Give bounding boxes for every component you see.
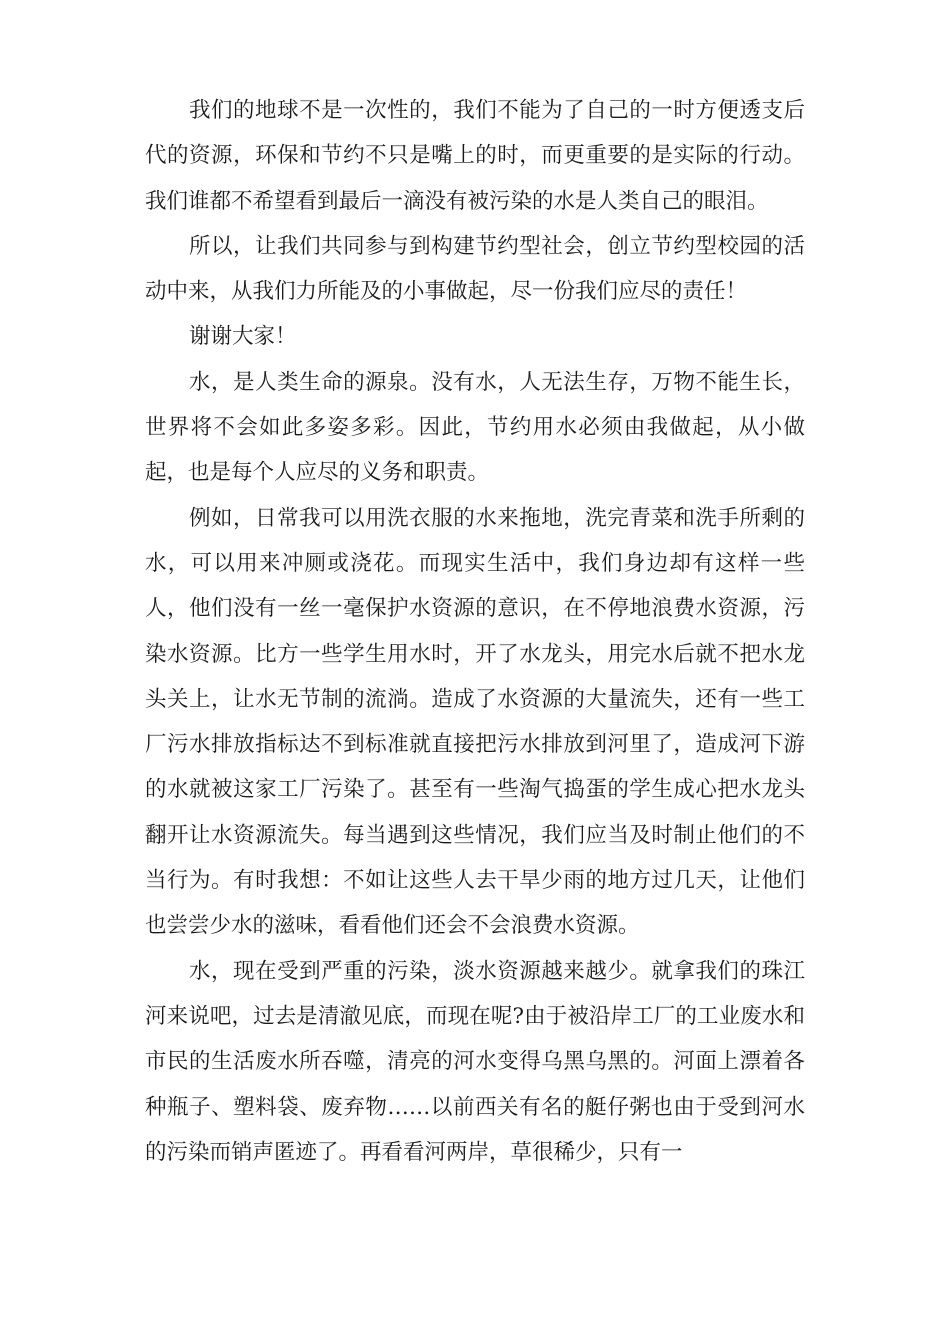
paragraph-call-to-action: 所以，让我们共同参与到构建节约型社会，创立节约型校园的活动中来，从我们力所能及的小事做起，尽一份我们应尽的责任！ — [145, 233, 805, 305]
paragraph-water-waste-examples: 例如，日常我可以用洗衣服的水来拖地，洗完青菜和洗手所剩的水，可以用来冲厕或浇花。而现实生活中，我们身边却有这样一些人，他们没有一丝一毫保护水资源的意识，在不停地浪费水资源，污染水资源。比方一些学生用水时，开了水龙头，用完水后就不把水龙头关上，让水无节制的流淌。造成了水资源的大量流失，还有一些工厂污水排放指标达不到标准就直接把污水排放到河里了，造成河下游的水就被这家工厂污染了。甚至有一些淘气捣蛋的学生成心把水龙头翻开让水资源流失。每当遇到这些情况，我们应当及时制止他们的不当行为。有时我想：不如让这些人去干旱少雨的地方过几天，让他们也尝尝少水的滋味，看看他们还会不会浪费水资源。 — [145, 505, 805, 939]
paragraph-pearl-river-pollution: 水，现在受到严重的污染，淡水资源越来越少。就拿我们的珠江河来说吧，过去是清澈见底，而现在呢?由于被沿岸工厂的工业废水和市民的生活废水所吞噬，清亮的河水变得乌黑乌黑的。河面上漂着各种瓶子、塑料袋、废弃物……以前西关有名的艇仔粥也由于受到河水的污染而销声匿迹了。再看看河两岸，草很稀少，只有一 — [145, 958, 805, 1165]
document-body — [145, 88, 805, 1175]
paragraph-earth-not-disposable: 我们的地球不是一次性的，我们不能为了自己的一时方便透支后代的资源，环保和节约不只是嘴上的时，而更重要的是实际的行动。我们谁都不希望看到最后一滴没有被污染的水是人类自己的眼泪。 — [145, 98, 805, 214]
paragraph-thanks: 谢谢大家！ — [189, 324, 297, 350]
paragraph-water-source-of-life: 水，是人类生命的源泉。没有水，人无法生存，万物不能生长，世界将不会如此多姿多彩。因此，节约用水必须由我做起，从小做起，也是每个人应尽的义务和职责。 — [145, 369, 805, 486]
